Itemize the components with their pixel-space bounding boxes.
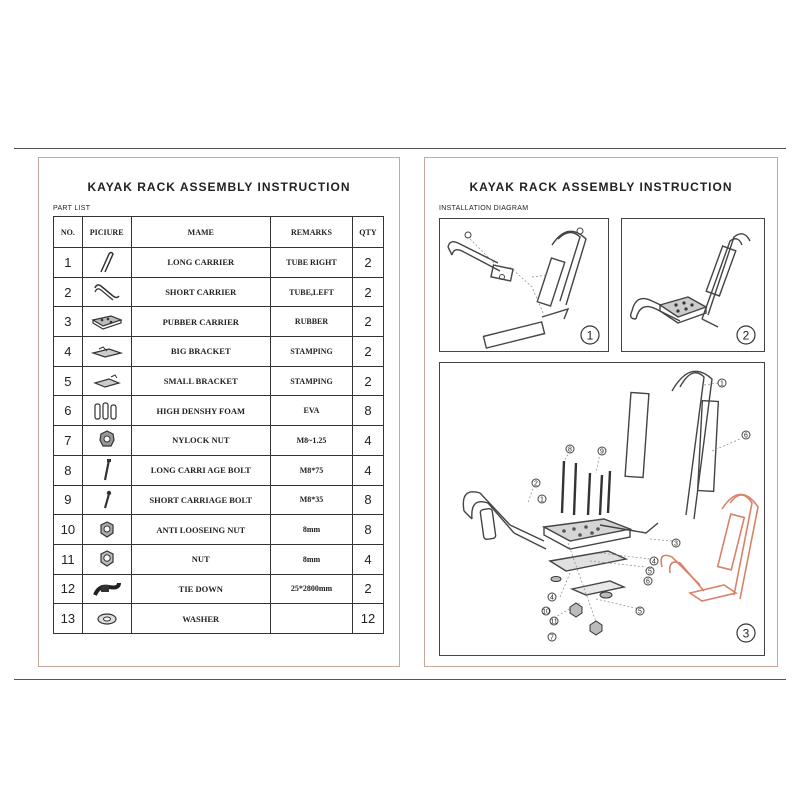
nylock-nut-icon <box>89 428 125 452</box>
row-remarks: EVA <box>271 396 353 426</box>
header-remarks: REMARKS <box>271 217 353 248</box>
row-qty: 4 <box>352 544 383 574</box>
row-no: 3 <box>54 307 83 337</box>
row-qty: 12 <box>352 604 383 634</box>
table-row <box>54 485 384 515</box>
row-qty: 2 <box>352 248 383 278</box>
callout-label: 3 <box>674 540 678 548</box>
header-qty: QTY <box>352 217 383 248</box>
row-qty: 2 <box>352 337 383 367</box>
step-1-drawing <box>440 219 608 351</box>
callout-label: 7 <box>550 634 554 642</box>
row-name: PUBBER CARRIER <box>131 307 271 337</box>
step-2-diagram <box>621 218 765 352</box>
foam-icon <box>89 399 125 423</box>
row-qty: 8 <box>352 396 383 426</box>
row-remarks <box>271 604 353 634</box>
row-name: WASHER <box>131 604 271 634</box>
table-row <box>54 396 384 426</box>
page-title: KAYAK RACK ASSEMBLY INSTRUCTION <box>87 180 351 194</box>
row-no: 1 <box>54 248 83 278</box>
row-name: HIGH DENSHY FOAM <box>131 396 271 426</box>
step-number: 2 <box>742 328 750 343</box>
row-qty: 8 <box>352 515 383 545</box>
callout-label: 5 <box>648 568 652 576</box>
callout-label: 8 <box>568 446 572 454</box>
rubber-carrier-icon <box>89 310 125 334</box>
table-row <box>54 426 384 456</box>
row-remarks: RUBBER <box>271 307 353 337</box>
highlighted-carrier <box>661 494 758 601</box>
row-no: 8 <box>54 455 83 485</box>
callout-label: 5 <box>638 608 642 616</box>
short-bolt-icon <box>89 488 125 512</box>
table-row <box>54 248 384 278</box>
row-no: 13 <box>54 604 83 634</box>
washer-icon <box>89 607 125 631</box>
nut-icon <box>89 547 125 571</box>
table-row <box>54 277 384 307</box>
row-qty: 2 <box>352 366 383 396</box>
row-name: SMALL BRACKET <box>131 366 271 396</box>
row-remarks: STAMPING <box>271 337 353 367</box>
long-bolt-icon <box>89 458 125 482</box>
row-no: 9 <box>54 485 83 515</box>
row-qty: 2 <box>352 307 383 337</box>
row-no: 7 <box>54 426 83 456</box>
table-row <box>54 455 384 485</box>
small-bracket-icon <box>89 369 125 393</box>
header-picture: PICIURE <box>82 217 131 248</box>
table-row <box>54 544 384 574</box>
step-1-diagram <box>439 218 609 352</box>
table-row <box>54 515 384 545</box>
step-3-exploded-diagram <box>439 362 765 656</box>
header-no: NO. <box>54 217 83 248</box>
row-no: 4 <box>54 337 83 367</box>
row-qty: 2 <box>352 277 383 307</box>
part-list-page <box>38 157 400 667</box>
row-qty: 4 <box>352 455 383 485</box>
table-header-row <box>54 217 384 248</box>
callout-label: 9 <box>600 448 604 456</box>
row-qty: 8 <box>352 485 383 515</box>
row-no: 10 <box>54 515 83 545</box>
row-name: BIG BRACKET <box>131 337 271 367</box>
callout-label: 6 <box>646 578 650 586</box>
step-2-drawing <box>622 219 764 351</box>
tie-down-icon <box>89 577 125 601</box>
row-qty: 2 <box>352 574 383 604</box>
row-remarks: 25*2800mm <box>271 574 353 604</box>
callout-label: 4 <box>652 558 656 566</box>
step-3-drawing <box>440 363 764 655</box>
table-row <box>54 366 384 396</box>
row-no: 5 <box>54 366 83 396</box>
row-remarks: TUBE,LEFT <box>271 277 353 307</box>
callout-label: 1 <box>720 380 724 388</box>
row-no: 11 <box>54 544 83 574</box>
table-row <box>54 307 384 337</box>
anti-loosening-nut-icon <box>89 518 125 542</box>
long-carrier-icon <box>89 250 125 274</box>
table-row <box>54 604 384 634</box>
callout-label: 10 <box>542 608 550 616</box>
part-list-table <box>53 216 384 634</box>
row-no: 12 <box>54 574 83 604</box>
callout-label: 4 <box>550 594 554 602</box>
short-carrier-icon <box>89 280 125 304</box>
step-number: 3 <box>742 626 750 641</box>
row-remarks: M8*35 <box>271 485 353 515</box>
row-remarks: 8mm <box>271 515 353 545</box>
callout-label: 11 <box>550 618 558 626</box>
row-name: NUT <box>131 544 271 574</box>
row-name: LONG CARRI AGE BOLT <box>131 455 271 485</box>
row-name: NYLOCK NUT <box>131 426 271 456</box>
header-name: MAME <box>131 217 271 248</box>
row-name: ANTI LOOSEING NUT <box>131 515 271 545</box>
big-bracket-icon <box>89 339 125 363</box>
row-remarks: M8*75 <box>271 455 353 485</box>
table-row <box>54 574 384 604</box>
installation-diagram-page <box>424 157 778 667</box>
row-remarks: 8mm <box>271 544 353 574</box>
row-no: 2 <box>54 277 83 307</box>
table-row <box>54 337 384 367</box>
row-no: 6 <box>54 396 83 426</box>
row-remarks: M8~1.25 <box>271 426 353 456</box>
row-qty: 4 <box>352 426 383 456</box>
page-title: KAYAK RACK ASSEMBLY INSTRUCTION <box>469 180 733 194</box>
part-list-label: PART LIST <box>53 205 91 212</box>
installation-diagram-label: INSTALLATION DIAGRAM <box>439 205 529 212</box>
row-remarks: STAMPING <box>271 366 353 396</box>
row-remarks: TUBE RIGHT <box>271 248 353 278</box>
row-name: SHORT CARRIER <box>131 277 271 307</box>
callout-label: 6 <box>744 432 748 440</box>
instruction-sheet <box>14 148 786 680</box>
callout-label: 2 <box>534 480 538 488</box>
row-name: TIE DOWN <box>131 574 271 604</box>
callout-label: 1 <box>540 496 544 504</box>
row-name: LONG CARRIER <box>131 248 271 278</box>
step-number: 1 <box>586 328 594 343</box>
row-name: SHORT CARRIAGE BOLT <box>131 485 271 515</box>
